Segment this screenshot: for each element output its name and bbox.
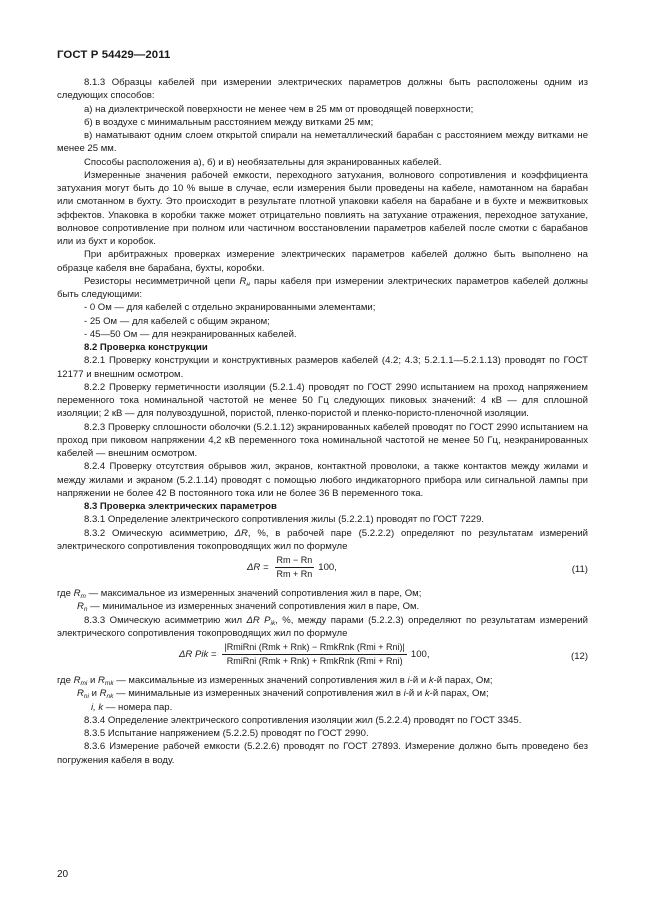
clause-8-2-4: 8.2.4 Проверку отсутствия обрывов жил, экранов, контактной проволоки, а также контактов между жилами и между жилами и экраном (5.2.1.14) проводят с помощью любого индикаторного прибора или сигнальной лампы при напряжении не более 42 В постоянного тока или не более 36 В переменного тока. [57, 461, 588, 499]
clause-8-2-2: 8.2.2 Проверку герметичности изоляции (5.2.1.4) проводят по ГОСТ 2990 испытанием на проход напряжением переменного тока номинальной частотой не менее 50 Гц следующих пиковых значений: 4 кВ — для сплошной изоляции; 2 кВ — для полувоздушной, пористой, пленко-пористой и пленко-пористо-пленочной изоляции. [57, 381, 588, 420]
symbol-rmi: $R_{mi}$ [73, 675, 88, 687]
symbol-delta-r-pik: ΔR $P_{ik}$ [246, 614, 276, 627]
where-rm: где $R_m$ — максимальное из измеренных значений сопротивления жил в паре, Ом; [57, 588, 422, 600]
formula-11-denominator: Rm + Rn [276, 569, 313, 579]
option-a: а) на диэлектрической поверхности не менее чем в 25 мм от проводящей поверхности; [84, 103, 474, 115]
resistors-paragraph [57, 275, 588, 302]
formula-12 [57, 640, 588, 674]
formula-12-expression [179, 642, 430, 667]
formula-11-lhs: ΔR = [247, 561, 269, 573]
section-heading-8-3: 8.3 Проверка электрических параметров [84, 501, 277, 512]
symbol-k: k [424, 688, 430, 700]
formula-11 [57, 553, 588, 587]
option-b: б) в воздухе с минимальным расстоянием между витками 25 мм; [84, 116, 374, 128]
symbol-rm: $R_m$ [73, 588, 86, 600]
symbol-k: k [428, 675, 434, 686]
resistor-item-0: - 0 Ом — для кабелей с отдельно экранированными элементами; [84, 302, 376, 314]
where-rni-rnk: $R_{ni}$ и $R_{nk}$ — минимальные из измеренных значений сопротивления жил в i-й и k-й парах, Ом; [77, 688, 489, 701]
formula-11-expression [247, 555, 337, 580]
formula-12-fraction [222, 642, 406, 667]
section-heading-8-2: 8.2 Проверка конструкции [84, 342, 208, 353]
formula-12-denominator: RmiRni (Rmk + Rnk) + RmkRnk (Rmi + Rni) [226, 656, 403, 666]
symbol-i: i [403, 688, 406, 700]
formula-12-number: (12) [571, 651, 588, 662]
measured-values-paragraph: Измеренные значения рабочей емкости, переходного затухания, волнового сопротивления и коэффициента затухания могут быть до 10 % выше в случае, если измерения были проведены на кабеле, намотанном на барабан или смотанном в бухту. Это происходит в результате плотной упаковки кабеля на барабане и в бухте и межвитковых эффектов. Упаковка в коробки также может отрицательно повлиять на затухание отражения, переходное затухание, волновое сопротивление при полном или частичном восстановлении параметров кабелей после смотки с барабанов или из бухт и коробок. [57, 169, 588, 247]
clause-8-3-3: 8.3.3 Омическую асимметрию жил ΔR $P_{ik}$, %, между парами (5.2.2.3) определяют по результатам измерений электрического сопротивления токопроводящих жил по формуле [57, 614, 588, 639]
symbol-delta-r: ΔR [234, 527, 248, 539]
formula-12-numerator: |RmiRni (Rmk + Rnk) − RmkRnk (Rmi + Rni)| [222, 642, 406, 655]
clause-8-2-1: 8.2.1 Проверку конструкции и конструктивных размеров кабелей (4.2; 4.3; 5.2.1.1—5.2.1.13) проводят по ГОСТ 12177 и внешним осмотром. [57, 355, 588, 380]
clause-8-1-3: 8.1.3 Образцы кабелей при измерении электрических параметров должны быть расположены одним из следующих способов: [57, 77, 588, 102]
symbol-i: i [407, 675, 410, 686]
clause-8-3-6: 8.3.6 Измерение рабочей емкости (5.2.2.6) проводят по ГОСТ 27893. Измерение должно быть проведено без погружения кабеля в воду. [57, 741, 588, 766]
formula-12-factor: 100, [410, 648, 430, 660]
clause-8-3-5: 8.3.5 Испытание напряжением (5.2.2.5) проводят по ГОСТ 2990. [84, 728, 369, 739]
symbol-rmk: $R_{mk}$ [98, 675, 114, 687]
document-body [57, 76, 588, 767]
formula-11-fraction [275, 555, 315, 580]
clause-8-3-4: 8.3.4 Определение электрического сопротивления изоляции жил (5.2.2.4) проводят по ГОСТ 3345. [84, 714, 522, 726]
clause-8-3-2: 8.3.2 Омическую асимметрию, ΔR, %, в рабочей паре (5.2.2.2) определяют по результатам измерений электрического сопротивления токопроводящих жил по формуле [57, 527, 589, 552]
formula-11-factor: 100, [318, 561, 337, 573]
options-note: Способы расположения а), б) и в) необязательны для экранированных кабелей. [84, 156, 442, 168]
text-fragment: Резисторы несимметричной цепи [84, 275, 240, 287]
resistor-item-25: - 25 Ом — для кабелей с общим экраном; [84, 315, 270, 327]
formula-12-lhs: ΔR Pik = [179, 648, 217, 660]
clause-8-2-3: 8.2.3 Проверку сплошности оболочки (5.2.1.12) экранированных кабелей проводят по ГОСТ 2990 испытанием на проход при пиковом напряжении 4,2 кВ переменного тока номинальной частотой не менее 50 Гц, неэкранированных кабелей — внешним осмотром. [57, 421, 588, 459]
where-rmi-rmk: где $R_{mi}$ и $R_{mk}$ — максимальные из измеренных значений сопротивления жил в i-й и k-й парах, Ом; [57, 675, 493, 687]
symbol-rni: $R_{ni}$ [77, 688, 89, 701]
page-number: 20 [57, 869, 69, 880]
document-code-header: ГОСТ Р 54429—2011 [57, 49, 171, 61]
option-c: в) наматывают одним слоем открытой спирали на неметаллический барабан с расстоянием между витками не менее 25 мм. [57, 130, 588, 155]
text-fragment: пары кабеля при измерении электрических параметров кабелей должны быть следующими: [57, 275, 588, 300]
resistor-item-45: - 45—50 Ом — для неэкранированных кабелей. [84, 328, 297, 340]
symbol-rnk: $R_{nk}$ [99, 688, 114, 701]
symbol-rn: $R_н$ [239, 275, 250, 288]
where-rn: $R_n$ — минимальное из измеренных значений сопротивления жил в паре, Ом. [77, 601, 420, 614]
arbitration-paragraph: При арбитражных проверках измерение электрических параметров кабелей должно быть выполнено на образце кабеля вне барабана, бухты, коробки. [57, 249, 588, 274]
where-ik: i, k — номера пар. [91, 701, 173, 713]
symbol-rn-min: $R_n$ [77, 601, 88, 614]
formula-11-number: (11) [571, 564, 588, 575]
formula-11-numerator: Rm − Rn [275, 555, 315, 568]
symbol-ik-list: i, k [91, 701, 104, 713]
clause-8-3-1: 8.3.1 Определение электрического сопротивления жилы (5.2.2.1) проводят по ГОСТ 7229. [84, 514, 485, 526]
